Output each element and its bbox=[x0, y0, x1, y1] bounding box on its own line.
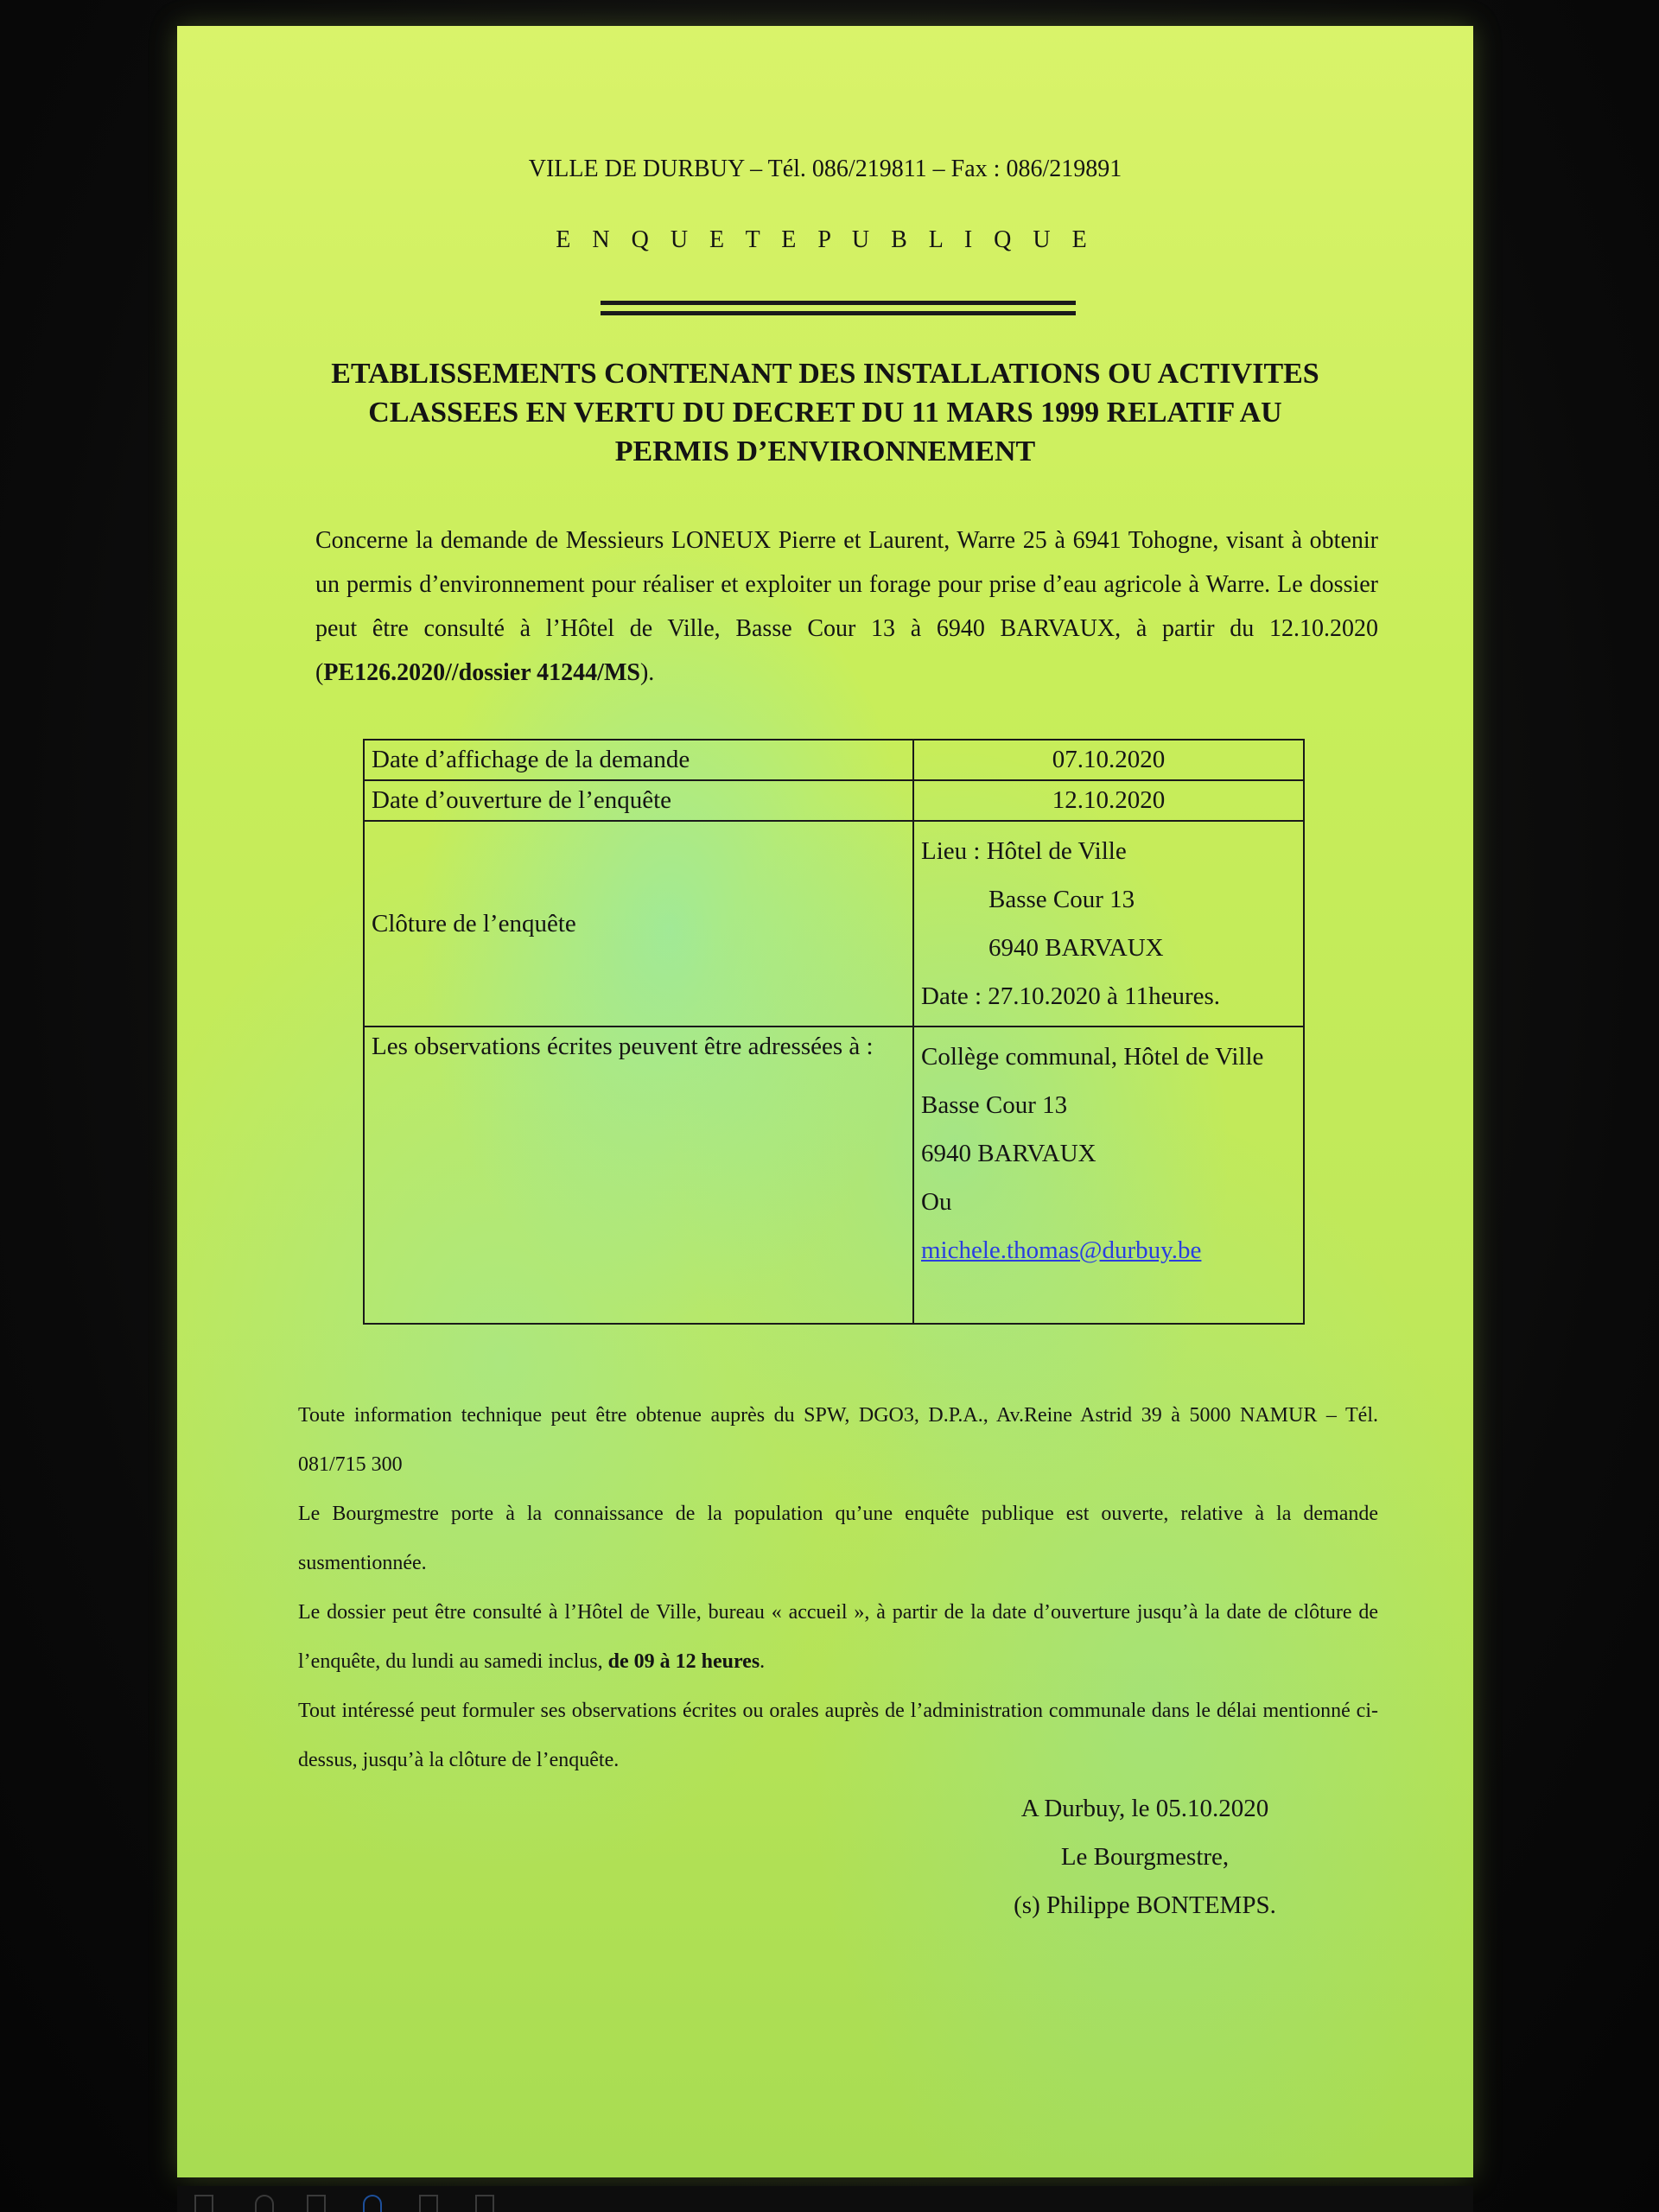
consultation-text-end: . bbox=[760, 1650, 766, 1673]
table-row bbox=[364, 740, 1304, 780]
public-notice-document bbox=[177, 26, 1473, 2177]
closing-city: 6940 BARVAUX bbox=[988, 934, 1164, 962]
search-icon[interactable] bbox=[255, 2195, 274, 2212]
application-summary-closing: ). bbox=[639, 659, 655, 686]
application-summary-text: Concerne la demande de Messieurs LONEUX Pierre et Laurent, Warre 25 à 6941 Tohogne, visant à obtenir un permis d’environnement pour réaliser et exploiter un forage pour prise d’eau agricole à Warre. Le dossier peut être consulté à l’Hôtel de Ville, Basse Cour 13 à 6940 BARVAUX, à partir du 12.10.2020 ( bbox=[315, 527, 1378, 686]
contact-email-link[interactable]: michele.thomas@durbuy.be bbox=[921, 1236, 1202, 1264]
observations-address bbox=[913, 1027, 1304, 1324]
browser-icon[interactable] bbox=[363, 2195, 382, 2212]
closing-street: Basse Cour 13 bbox=[988, 886, 1135, 913]
notice-title-line-1: ETABLISSEMENTS CONTENANT DES INSTALLATIONS OU ACTIVITES bbox=[331, 358, 1319, 390]
mayor-announcement-paragraph: Le Bourgmestre porte à la connaissance de la population qu’une enquête publique est ouverte, relative à la demande susmentionnée. bbox=[298, 1503, 1378, 1574]
application-summary bbox=[315, 518, 1378, 695]
notice-title bbox=[307, 354, 1344, 471]
closing-place: Lieu : Hôtel de Ville bbox=[921, 837, 1127, 865]
notice-body bbox=[298, 1391, 1378, 1785]
observations-street: Basse Cour 13 bbox=[921, 1091, 1068, 1119]
task-view-icon[interactable] bbox=[307, 2195, 326, 2212]
table-row bbox=[364, 1027, 1304, 1324]
technical-info-paragraph: Toute information technique peut être obtenue auprès du SPW, DGO3, D.P.A., Av.Reine Astrid 39 à 5000 NAMUR – Tél. 081/715 300 bbox=[298, 1404, 1378, 1476]
closing-details bbox=[913, 821, 1304, 1027]
consultation-paragraph bbox=[298, 1588, 1378, 1687]
opening-date-label: Date d’ouverture de l’enquête bbox=[364, 780, 913, 821]
signature-name: (s) Philippe BONTEMPS. bbox=[1014, 1891, 1276, 1919]
taskbar bbox=[177, 2186, 1473, 2212]
observations-city: 6940 BARVAUX bbox=[921, 1140, 1096, 1167]
notice-title-line-3: PERMIS D’ENVIRONNEMENT bbox=[614, 435, 1036, 467]
closing-label: Clôture de l’enquête bbox=[364, 821, 913, 1027]
opening-date-value: 12.10.2020 bbox=[913, 780, 1304, 821]
signature-role: Le Bourgmestre, bbox=[1060, 1843, 1230, 1871]
observations-paragraph: Tout intéressé peut formuler ses observations écrites ou orales auprès de l’administration communale dans le délai mentionné ci-dessus, jusqu’à la clôture de l’enquête. bbox=[298, 1700, 1378, 1771]
observations-label: Les observations écrites peuvent être adressées à : bbox=[364, 1027, 913, 1324]
file-reference: PE126.2020//dossier 41244/MS bbox=[323, 659, 640, 686]
posting-date-value: 07.10.2020 bbox=[913, 740, 1304, 780]
posting-date-label: Date d’affichage de la demande bbox=[364, 740, 913, 780]
inquiry-details-table bbox=[363, 739, 1305, 1325]
consultation-hours: de 09 à 12 heures bbox=[607, 1650, 760, 1673]
folder-icon[interactable] bbox=[419, 2195, 438, 2212]
consultation-text: Le dossier peut être consulté à l’Hôtel de Ville, bureau « accueil », à partir de la date d’ouverture jusqu’à la date de clôture de l’enquête, du lundi au samedi inclus, bbox=[298, 1601, 1378, 1673]
signature-place-date: A Durbuy, le 05.10.2020 bbox=[1020, 1795, 1269, 1822]
start-icon[interactable] bbox=[194, 2195, 213, 2212]
observations-recipient: Collège communal, Hôtel de Ville bbox=[921, 1043, 1264, 1071]
notice-title-line-2: CLASSEES EN VERTU DU DECRET DU 11 MARS 1999 RELATIF AU bbox=[368, 397, 1282, 429]
observations-or: Ou bbox=[921, 1188, 952, 1216]
table-row bbox=[364, 780, 1304, 821]
closing-date: Date : 27.10.2020 à 11heures. bbox=[921, 982, 1221, 1010]
signature-block bbox=[972, 1784, 1318, 1929]
app-icon[interactable] bbox=[475, 2195, 494, 2212]
municipality-contact-line: VILLE DE DURBUY – Tél. 086/219811 – Fax : 086/219891 bbox=[528, 156, 1122, 182]
monitor-screen bbox=[177, 26, 1473, 2177]
double-rule-divider bbox=[601, 296, 1076, 321]
table-row bbox=[364, 821, 1304, 1027]
notice-type-heading: E N Q U E T E P U B L I Q U E bbox=[556, 226, 1095, 253]
